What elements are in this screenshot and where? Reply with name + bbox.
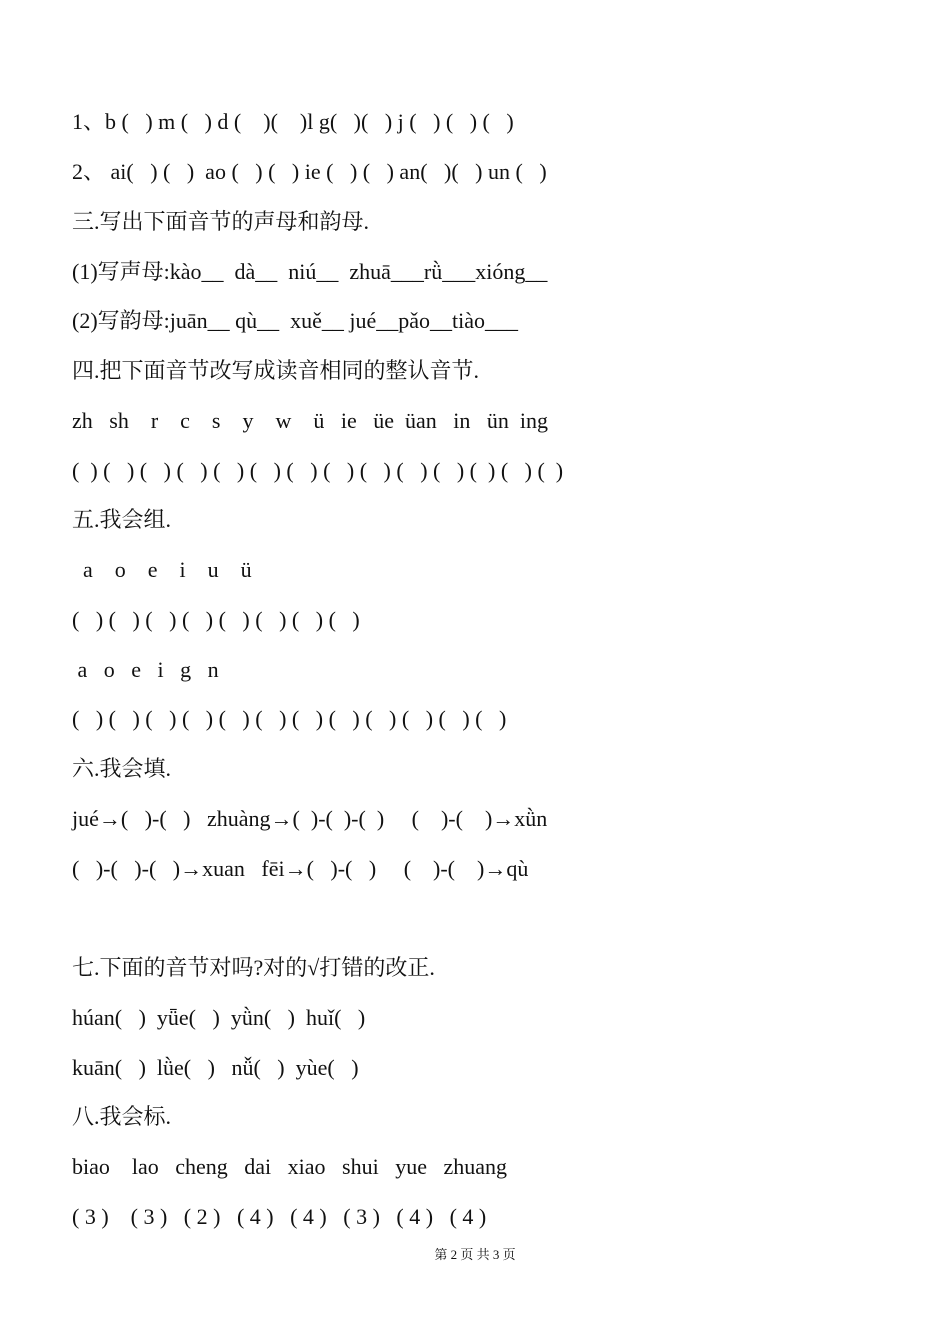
section-4-blanks-line: ( ) ( ) ( ) ( ) ( ) ( ) ( ) ( ) ( ) ( ) ( ) ( ) ( ) ( )	[72, 458, 564, 483]
section-3-heading: 三.写出下面音节的声母和韵母.	[72, 209, 370, 234]
section-6-fill-line-2: ( )-( )-( )→xuan fēi→( )-( ) ( )-( )→qù	[72, 856, 529, 881]
section-3-initials-line: (1)写声母:kào__ dà__ niú__ zhuā___rǜ___xióng__	[72, 259, 548, 284]
page-footer: 第 2 页 共 3 页	[434, 1247, 516, 1262]
section-6-fill-line-1: jué→( )-( ) zhuàng→( )-( )-( ) ( )-( )→xǜn	[72, 806, 548, 831]
section-7-syllables-line-1: húan( ) yǖe( ) yǜn( ) huǐ( )	[72, 1005, 366, 1030]
section-6-heading: 六.我会填.	[72, 756, 172, 781]
section-8-syllables-line: biao lao cheng dai xiao shui yue zhuang	[72, 1154, 508, 1179]
section-5-blanks-line-1: ( ) ( ) ( ) ( ) ( ) ( ) ( ) ( )	[72, 607, 360, 632]
section-4-letters-line: zh sh r c s y w ü ie üe üan in ün ing	[72, 408, 548, 433]
section-7-heading: 七.下面的音节对吗?对的√打错的改正.	[72, 955, 435, 980]
section-5-heading: 五.我会组.	[72, 507, 172, 532]
section-8-heading: 八.我会标.	[72, 1104, 172, 1129]
q1-consonant-line: 1、b ( ) m ( ) d ( )( )l g( )( ) j ( ) ( ) ( )	[72, 109, 514, 134]
section-7-syllables-line-2: kuān( ) lǜe( ) nǚ( ) yùe( )	[72, 1055, 359, 1080]
section-5-letters-line: a o e i g n	[72, 657, 219, 682]
section-3-finals-line: (2)写韵母:juān__ qù__ xuě__ jué__pǎo__tiào___	[72, 308, 519, 333]
section-5-blanks-line-2: ( ) ( ) ( ) ( ) ( ) ( ) ( ) ( ) ( ) ( ) ( ) ( )	[72, 706, 507, 731]
section-4-heading: 四.把下面音节改写成读音相同的整认音节.	[72, 358, 480, 383]
q2-vowel-line: 2、 ai( ) ( ) ao ( ) ( ) ie ( ) ( ) an( )( ) un ( )	[72, 159, 547, 184]
section-8-tones-line: ( 3 ) ( 3 ) ( 2 ) ( 4 ) ( 4 ) ( 3 ) ( 4 ) ( 4 )	[72, 1204, 487, 1229]
section-5-vowels-line: a o e i u ü	[72, 557, 252, 582]
